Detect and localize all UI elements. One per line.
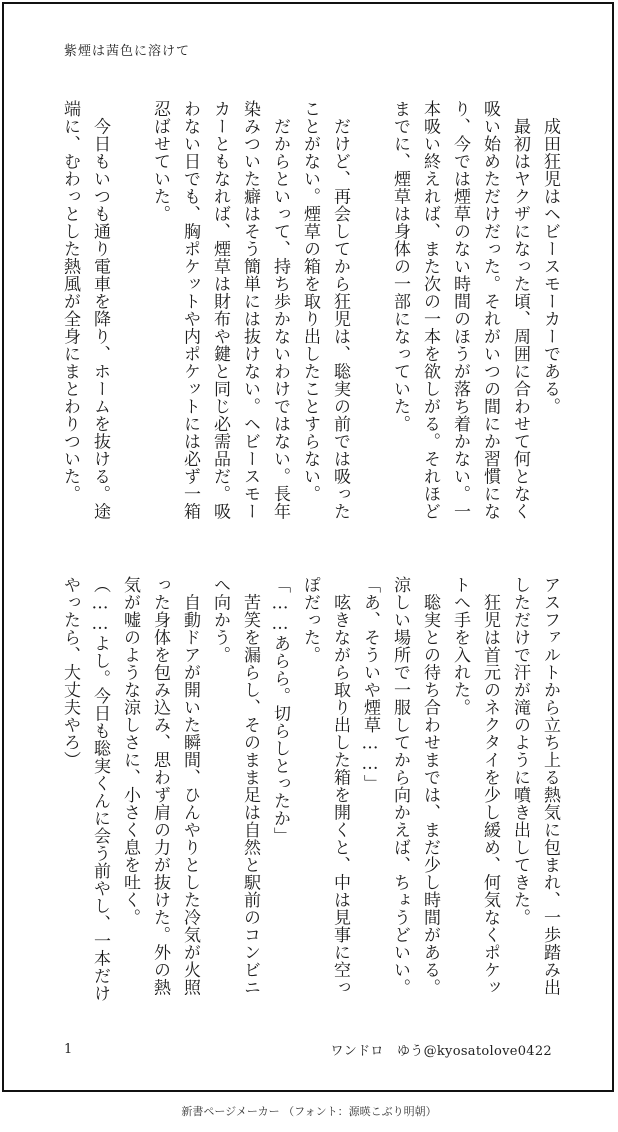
author-credit: ワンドロ ゆう@kyosatolove0422	[330, 1044, 552, 1059]
paragraph: 今日もいつも通り電車を降り、ホームを抜ける。途端に、むわっとした熱風が全身にまとわりついた。	[60, 100, 110, 520]
blank-line	[355, 100, 385, 530]
text-block-top	[50, 100, 565, 530]
page-frame	[2, 2, 614, 1092]
paragraph: アスファルトから立ち上る熱気に包まれ、一歩踏み出しただけで汗が滝のように噴き出してきた。	[510, 576, 560, 996]
inner-monologue: （……よし。今日も聡実くんに会う前やし、一本だけやったら、大丈夫やろ）	[60, 576, 110, 1002]
paragraph: だけど、再会してから狂児は、聡実の前では吸ったことがない。煙草の箱を取り出したことすらない。	[300, 100, 350, 520]
dialogue-line: 「あ、そういや煙草……」	[360, 576, 380, 792]
paragraph: 最初はヤクザになった頃、周囲に合わせて何となく吸い始めただけだった。それがいつの間にか習慣になり、今では煙草のない時間のほうが落ち着かない。一本吸い終えれば、また次の一本を欲しがる。それほどまでに、煙草は身体の一部になっていた。	[390, 100, 530, 520]
paragraph: 狂児は首元のネクタイを少し緩め、何気なくポケットへ手を入れた。	[450, 576, 500, 996]
generator-credit: 新書ページメーカー （フォント：源暎こぶり明朝）	[181, 1105, 437, 1118]
paragraph: 成田狂児はヘビースモーカーである。	[540, 100, 560, 415]
paragraph: 呟きながら取り出した箱を開くと、中は見事に空っぽだった。	[300, 576, 350, 996]
dialogue-line: 「……あらら。切らしとったか」	[270, 576, 290, 845]
paragraph: 聡実との待ち合わせまでは、まだ少し時間がある。涼しい場所で一服してから向かえば、ちょうどいい。	[390, 576, 440, 996]
page-number: 1	[64, 1042, 73, 1057]
page-title: 紫煙は茜色に溶けて	[64, 44, 191, 59]
blank-line	[115, 100, 145, 530]
paragraph: 苦笑を漏らし、そのまま足は自然と駅前のコンビニへ向かう。	[210, 576, 260, 996]
text-block-bottom	[50, 576, 565, 1006]
paragraph: だからといって、持ち歩かないわけではない。長年染みついた癖はそう簡単には抜けない。ヘビースモーカーともなれば、煙草は財布や鍵と同じ必需品だ。吸わない日でも、胸ポケットや内ポケットには必ず一箱忍ばせていた。	[150, 100, 290, 520]
paragraph: 自動ドアが開いた瞬間、ひんやりとした冷気が火照った身体を包み込み、思わず肩の力が抜けた。外の熱気が嘘のような涼しさに、小さく息を吐く。	[120, 576, 200, 996]
